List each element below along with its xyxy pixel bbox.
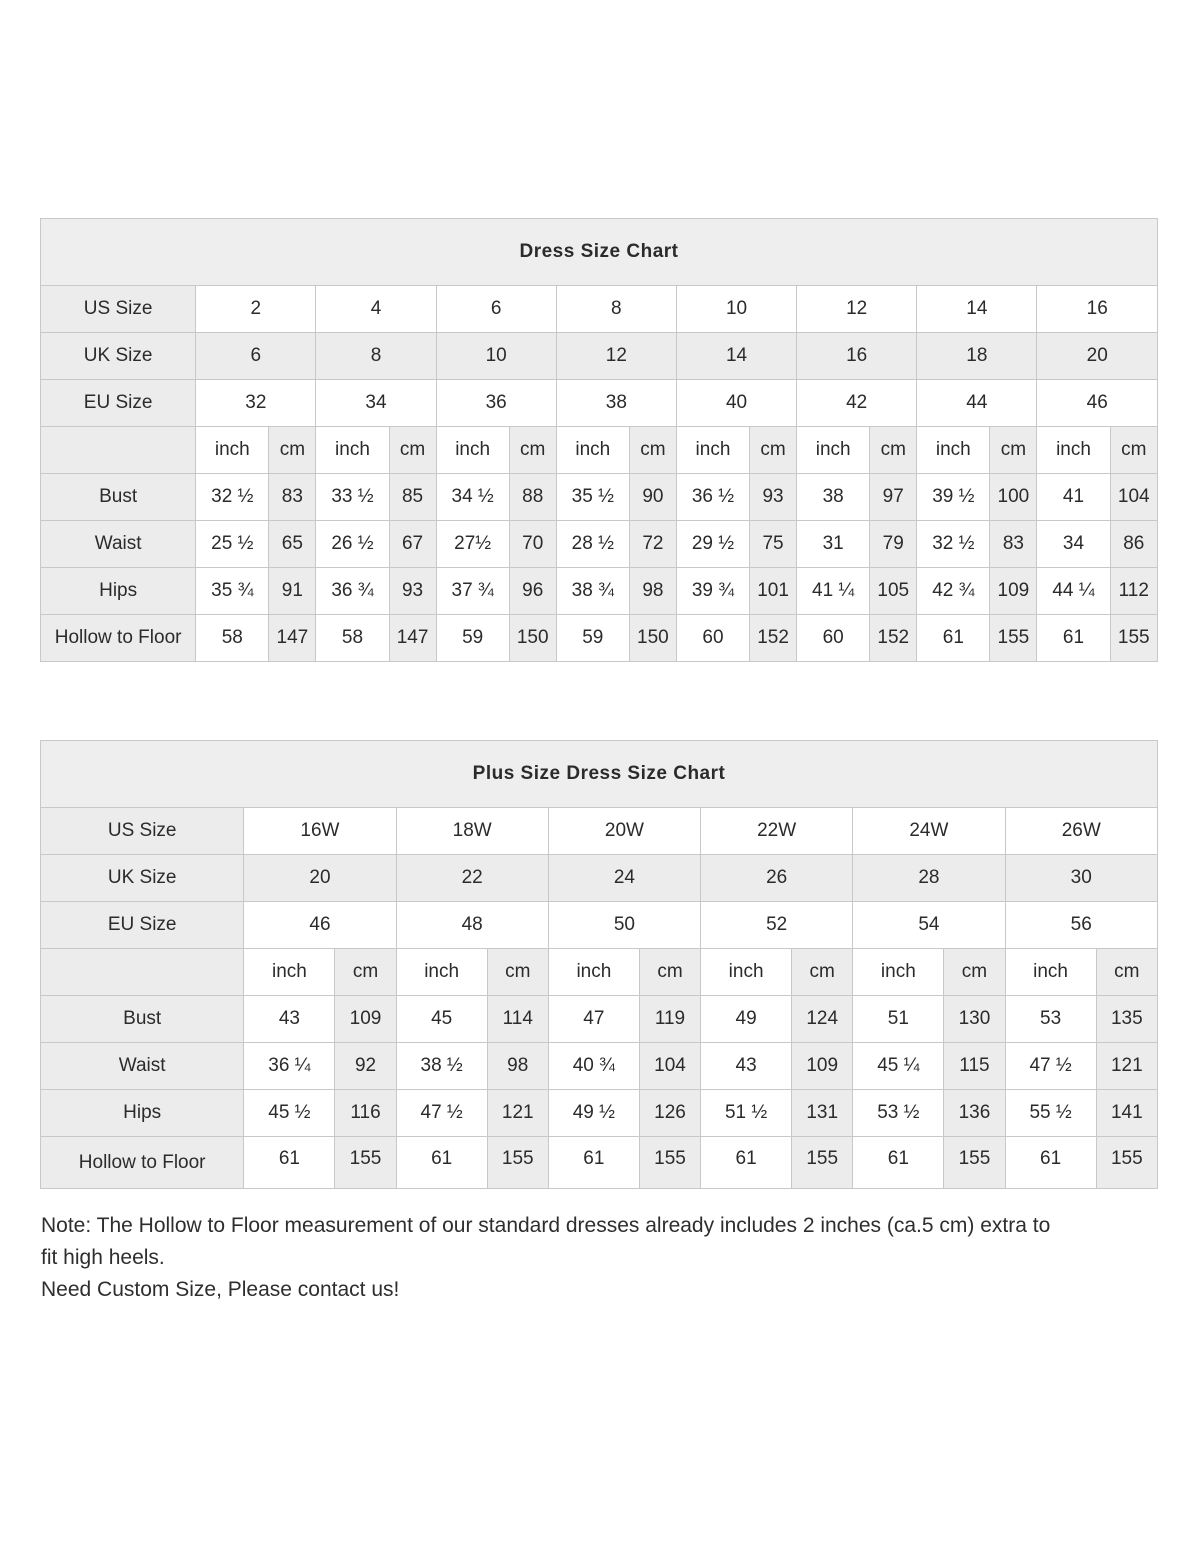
size-value: 6	[436, 286, 556, 333]
inch-value: 45 ¼	[853, 1043, 944, 1090]
cm-value: 124	[792, 996, 853, 1043]
inch-unit-label: inch	[1005, 949, 1096, 996]
inch-value: 37 ¾	[436, 568, 509, 615]
note-line-1: Note: The Hollow to Floor measurement of our standard dresses already includes 2 inches (ca.5 cm) extra to	[41, 1214, 1051, 1237]
cm-unit-label: cm	[389, 427, 436, 474]
cm-value: 79	[870, 521, 917, 568]
inch-value: 47	[548, 996, 639, 1043]
cm-value: 98	[629, 568, 676, 615]
cm-value: 83	[990, 521, 1037, 568]
note-line-2: fit high heels.	[41, 1246, 165, 1269]
inch-unit-label: inch	[1037, 427, 1110, 474]
cm-unit-label: cm	[750, 427, 797, 474]
inch-unit-label: inch	[396, 949, 487, 996]
standard-size-chart-table	[40, 218, 1158, 662]
measurement-row	[41, 615, 1158, 662]
size-value: 46	[1037, 380, 1158, 427]
inch-value: 45 ½	[244, 1090, 335, 1137]
plus-chart-title: Plus Size Dress Size Chart	[41, 741, 1158, 808]
inch-value: 51	[853, 996, 944, 1043]
cm-value: 92	[335, 1043, 396, 1090]
inch-value: 28 ½	[556, 521, 629, 568]
inch-value: 38	[797, 474, 870, 521]
cm-value: 155	[792, 1137, 853, 1189]
inch-value: 31	[797, 521, 870, 568]
cm-unit-label: cm	[944, 949, 1005, 996]
inch-value: 34 ½	[436, 474, 509, 521]
inch-value: 26 ½	[316, 521, 389, 568]
standard-chart-title: Dress Size Chart	[41, 219, 1158, 286]
size-row	[41, 333, 1158, 380]
inch-value: 43	[701, 1043, 792, 1090]
inch-value: 45	[396, 996, 487, 1043]
inch-value: 58	[316, 615, 389, 662]
unit-header-row	[41, 949, 1158, 996]
inch-value: 61	[396, 1137, 487, 1189]
cm-value: 67	[389, 521, 436, 568]
inch-value: 40 ¾	[548, 1043, 639, 1090]
cm-value: 70	[509, 521, 556, 568]
inch-unit-label: inch	[701, 949, 792, 996]
size-value: 2	[196, 286, 316, 333]
inch-value: 55 ½	[1005, 1090, 1096, 1137]
size-value: 18W	[396, 808, 548, 855]
cm-unit-label: cm	[269, 427, 316, 474]
size-row	[41, 855, 1158, 902]
cm-value: 75	[750, 521, 797, 568]
cm-value: 114	[487, 996, 548, 1043]
row-label: Hips	[41, 568, 196, 615]
row-label: Hollow to Floor	[41, 1137, 244, 1189]
size-value: 10	[676, 286, 796, 333]
cm-value: 93	[750, 474, 797, 521]
inch-value: 25 ½	[196, 521, 269, 568]
cm-unit-label: cm	[639, 949, 700, 996]
inch-value: 61	[853, 1137, 944, 1189]
inch-value: 51 ½	[701, 1090, 792, 1137]
inch-value: 47 ½	[1005, 1043, 1096, 1090]
size-value: 8	[556, 286, 676, 333]
note-line-3: Need Custom Size, Please contact us!	[41, 1278, 400, 1301]
inch-value: 35 ¾	[196, 568, 269, 615]
row-label: EU Size	[41, 902, 244, 949]
empty-label	[41, 949, 244, 996]
row-label: Hips	[41, 1090, 244, 1137]
inch-value: 49	[701, 996, 792, 1043]
inch-value: 41 ¼	[797, 568, 870, 615]
inch-unit-label: inch	[244, 949, 335, 996]
size-value: 36	[436, 380, 556, 427]
cm-value: 101	[750, 568, 797, 615]
cm-value: 85	[389, 474, 436, 521]
cm-value: 150	[629, 615, 676, 662]
cm-unit-label: cm	[792, 949, 853, 996]
cm-value: 152	[870, 615, 917, 662]
size-value: 16W	[244, 808, 396, 855]
inch-value: 53	[1005, 996, 1096, 1043]
empty-label	[41, 427, 196, 474]
size-value: 18	[917, 333, 1037, 380]
row-label: US Size	[41, 808, 244, 855]
size-value: 14	[676, 333, 796, 380]
inch-value: 27½	[436, 521, 509, 568]
cm-value: 93	[389, 568, 436, 615]
size-value: 52	[701, 902, 853, 949]
cm-value: 121	[1096, 1043, 1157, 1090]
inch-value: 61	[917, 615, 990, 662]
size-value: 24W	[853, 808, 1005, 855]
size-row	[41, 902, 1158, 949]
cm-value: 65	[269, 521, 316, 568]
inch-unit-label: inch	[316, 427, 389, 474]
size-value: 16	[1037, 286, 1158, 333]
size-value: 22W	[701, 808, 853, 855]
row-label: Bust	[41, 996, 244, 1043]
cm-value: 155	[639, 1137, 700, 1189]
notes-section	[41, 1210, 1161, 1306]
inch-unit-label: inch	[853, 949, 944, 996]
inch-value: 53 ½	[853, 1090, 944, 1137]
inch-value: 43	[244, 996, 335, 1043]
size-value: 4	[316, 286, 436, 333]
size-value: 20	[1037, 333, 1158, 380]
size-value: 22	[396, 855, 548, 902]
inch-value: 36 ¼	[244, 1043, 335, 1090]
cm-value: 155	[487, 1137, 548, 1189]
size-value: 34	[316, 380, 436, 427]
row-label: UK Size	[41, 855, 244, 902]
size-value: 30	[1005, 855, 1158, 902]
inch-value: 41	[1037, 474, 1110, 521]
cm-unit-label: cm	[487, 949, 548, 996]
cm-value: 104	[1110, 474, 1157, 521]
unit-header-row	[41, 427, 1158, 474]
inch-value: 36 ¾	[316, 568, 389, 615]
size-value: 28	[853, 855, 1005, 902]
cm-value: 155	[944, 1137, 1005, 1189]
cm-value: 96	[509, 568, 556, 615]
size-value: 50	[548, 902, 700, 949]
cm-value: 109	[990, 568, 1037, 615]
size-row	[41, 808, 1158, 855]
cm-value: 88	[509, 474, 556, 521]
inch-value: 49 ½	[548, 1090, 639, 1137]
size-value: 26W	[1005, 808, 1158, 855]
cm-unit-label: cm	[1110, 427, 1157, 474]
inch-unit-label: inch	[917, 427, 990, 474]
cm-unit-label: cm	[629, 427, 676, 474]
inch-value: 32 ½	[917, 521, 990, 568]
cm-value: 119	[639, 996, 700, 1043]
size-value: 14	[917, 286, 1037, 333]
cm-value: 155	[1096, 1137, 1157, 1189]
cm-value: 147	[389, 615, 436, 662]
cm-value: 152	[750, 615, 797, 662]
cm-value: 121	[487, 1090, 548, 1137]
cm-value: 72	[629, 521, 676, 568]
size-value: 38	[556, 380, 676, 427]
cm-value: 83	[269, 474, 316, 521]
inch-value: 60	[797, 615, 870, 662]
cm-value: 135	[1096, 996, 1157, 1043]
cm-value: 109	[335, 996, 396, 1043]
inch-value: 59	[556, 615, 629, 662]
size-value: 56	[1005, 902, 1158, 949]
inch-value: 32 ½	[196, 474, 269, 521]
cm-value: 98	[487, 1043, 548, 1090]
inch-value: 33 ½	[316, 474, 389, 521]
plus-size-chart-table	[40, 740, 1158, 1189]
inch-value: 36 ½	[676, 474, 749, 521]
row-label: UK Size	[41, 333, 196, 380]
inch-value: 60	[676, 615, 749, 662]
inch-value: 38 ¾	[556, 568, 629, 615]
inch-value: 38 ½	[396, 1043, 487, 1090]
size-value: 10	[436, 333, 556, 380]
cm-value: 126	[639, 1090, 700, 1137]
size-value: 46	[244, 902, 396, 949]
size-value: 24	[548, 855, 700, 902]
cm-unit-label: cm	[870, 427, 917, 474]
row-label: EU Size	[41, 380, 196, 427]
cm-value: 115	[944, 1043, 1005, 1090]
size-value: 42	[797, 380, 917, 427]
inch-value: 61	[548, 1137, 639, 1189]
inch-value: 39 ½	[917, 474, 990, 521]
table-title-row	[41, 219, 1158, 286]
cm-value: 136	[944, 1090, 1005, 1137]
inch-value: 61	[244, 1137, 335, 1189]
cm-value: 91	[269, 568, 316, 615]
cm-value: 141	[1096, 1090, 1157, 1137]
size-value: 20W	[548, 808, 700, 855]
cm-value: 97	[870, 474, 917, 521]
size-value: 48	[396, 902, 548, 949]
size-value: 12	[797, 286, 917, 333]
size-row	[41, 286, 1158, 333]
row-label: Waist	[41, 521, 196, 568]
cm-value: 147	[269, 615, 316, 662]
inch-value: 61	[1005, 1137, 1096, 1189]
cm-value: 112	[1110, 568, 1157, 615]
row-label: Hollow to Floor	[41, 615, 196, 662]
row-label: Bust	[41, 474, 196, 521]
cm-value: 131	[792, 1090, 853, 1137]
size-value: 20	[244, 855, 396, 902]
measurement-row	[41, 474, 1158, 521]
inch-unit-label: inch	[676, 427, 749, 474]
cm-unit-label: cm	[1096, 949, 1157, 996]
cm-value: 155	[1110, 615, 1157, 662]
size-row	[41, 380, 1158, 427]
inch-unit-label: inch	[196, 427, 269, 474]
cm-value: 105	[870, 568, 917, 615]
measurement-row	[41, 1090, 1158, 1137]
inch-value: 42 ¾	[917, 568, 990, 615]
inch-unit-label: inch	[797, 427, 870, 474]
measurement-row	[41, 568, 1158, 615]
inch-value: 35 ½	[556, 474, 629, 521]
size-value: 40	[676, 380, 796, 427]
inch-value: 34	[1037, 521, 1110, 568]
size-value: 16	[797, 333, 917, 380]
inch-value: 59	[436, 615, 509, 662]
inch-value: 61	[1037, 615, 1110, 662]
size-value: 12	[556, 333, 676, 380]
row-label: US Size	[41, 286, 196, 333]
cm-value: 90	[629, 474, 676, 521]
cm-unit-label: cm	[990, 427, 1037, 474]
measurement-row	[41, 996, 1158, 1043]
cm-value: 86	[1110, 521, 1157, 568]
cm-value: 150	[509, 615, 556, 662]
row-label: Waist	[41, 1043, 244, 1090]
size-value: 26	[701, 855, 853, 902]
size-value: 8	[316, 333, 436, 380]
cm-value: 100	[990, 474, 1037, 521]
cm-value: 116	[335, 1090, 396, 1137]
measurement-row	[41, 521, 1158, 568]
cm-unit-label: cm	[509, 427, 556, 474]
inch-unit-label: inch	[436, 427, 509, 474]
measurement-row	[41, 1137, 1158, 1189]
size-value: 44	[917, 380, 1037, 427]
measurement-row	[41, 1043, 1158, 1090]
size-value: 54	[853, 902, 1005, 949]
inch-unit-label: inch	[556, 427, 629, 474]
cm-value: 130	[944, 996, 1005, 1043]
table-title-row	[41, 741, 1158, 808]
inch-unit-label: inch	[548, 949, 639, 996]
cm-value: 155	[990, 615, 1037, 662]
inch-value: 61	[701, 1137, 792, 1189]
inch-value: 39 ¾	[676, 568, 749, 615]
inch-value: 58	[196, 615, 269, 662]
size-value: 6	[196, 333, 316, 380]
inch-value: 44 ¼	[1037, 568, 1110, 615]
cm-value: 155	[335, 1137, 396, 1189]
size-value: 32	[196, 380, 316, 427]
cm-value: 104	[639, 1043, 700, 1090]
cm-value: 109	[792, 1043, 853, 1090]
cm-unit-label: cm	[335, 949, 396, 996]
inch-value: 29 ½	[676, 521, 749, 568]
inch-value: 47 ½	[396, 1090, 487, 1137]
